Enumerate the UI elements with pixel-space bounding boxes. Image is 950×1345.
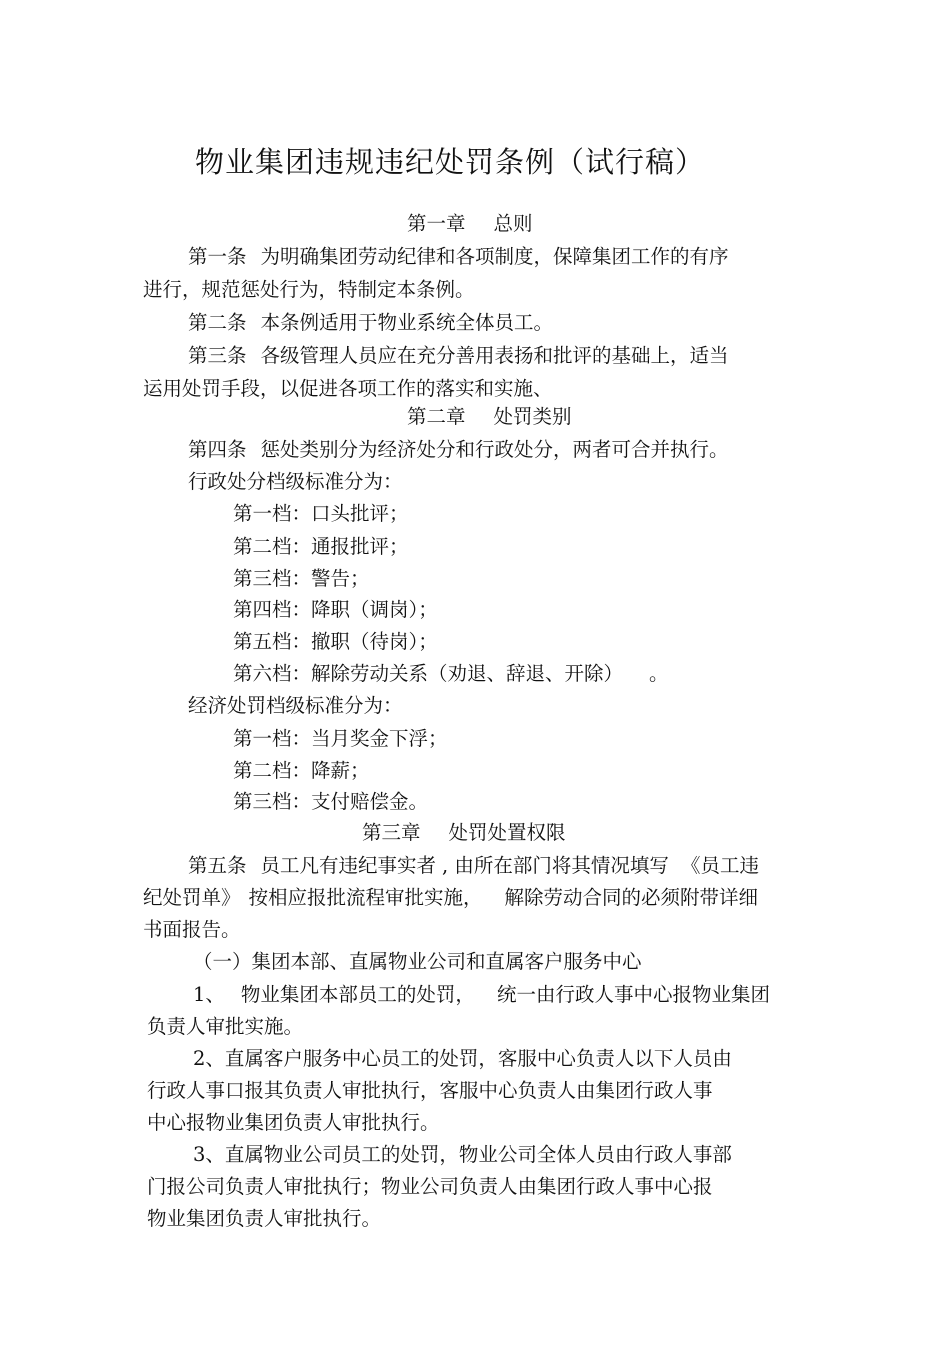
article-label: 第二条 <box>188 311 247 334</box>
chapter-name: 处罚处置权限 <box>448 821 566 844</box>
admin-level-6 <box>233 662 669 686</box>
article-5-line-3: 书面报告。 <box>143 918 241 941</box>
econ-level-1: 第一档：当月奖金下浮； <box>233 727 448 750</box>
document-title: 物业集团违规违纪处罚条例（试行稿） <box>194 145 705 179</box>
section-1-heading: （一）集团本部、直属物业公司和直属客户服务中心 <box>193 950 642 973</box>
article-5-line-2 <box>143 886 758 910</box>
econ-level-3: 第三档：支付赔偿金。 <box>233 790 429 813</box>
admin-level-4: 第四档：降职（调岗）； <box>233 598 438 621</box>
item-text-a: 物业集团本部员工的处罚， <box>240 983 475 1006</box>
admin-level-2: 第二档：通报批评； <box>233 535 409 558</box>
article-text-b: , 由所在部门将其情况填写 <box>442 854 669 877</box>
section-1-item-2-line-1: 2、直属客户服务中心员工的处罚，客服中心负责人以下人员由 <box>193 1047 732 1070</box>
admin-penalty-heading: 行政处分档级标准分为： <box>188 470 403 493</box>
chapter-1-heading <box>407 212 533 236</box>
chapter-number: 第三章 <box>362 821 421 844</box>
admin-level-6-period: 。 <box>649 662 669 685</box>
item-text-b: 统一由行政人事中心报物业集团 <box>496 983 770 1006</box>
article-text: 各级管理人员应在充分善用表扬和批评的基础上，适当 <box>260 344 729 367</box>
article-3-line-2: 运用处罚手段，以促进各项工作的落实和实施、 <box>143 377 553 400</box>
section-1-item-3-line-3: 物业集团负责人审批执行。 <box>147 1207 382 1230</box>
item-number: 1、 <box>193 983 225 1006</box>
article-label: 第五条 <box>188 854 247 877</box>
section-1-item-1-line-1 <box>193 983 770 1007</box>
article-1-line-2: 进行，规范惩处行为，特制定本条例。 <box>143 278 475 301</box>
admin-level-6-text: 第六档：解除劳动关系（劝退、辞退、开除） <box>233 662 624 685</box>
chapter-number: 第一章 <box>407 212 466 235</box>
section-1-item-2-line-3: 中心报物业集团负责人审批执行。 <box>147 1111 440 1134</box>
article-label: 第四条 <box>188 438 247 461</box>
article-1-line-1 <box>188 245 729 269</box>
article-text-a: 纪处罚单》 <box>143 886 241 909</box>
article-text-c: 解除劳动合同的必须附带详细 <box>504 886 759 909</box>
article-label: 第一条 <box>188 245 247 268</box>
econ-penalty-heading: 经济处罚档级标准分为： <box>188 694 403 717</box>
article-text: 惩处类别分为经济处分和行政处分，两者可合并执行。 <box>260 438 729 461</box>
chapter-name: 总则 <box>493 212 533 235</box>
admin-level-1: 第一档：口头批评； <box>233 502 409 525</box>
admin-level-5: 第五档：撤职（待岗）； <box>233 630 438 653</box>
article-text-a: 员工凡有违纪事实者 <box>260 854 437 877</box>
article-2-line-1 <box>188 311 553 335</box>
article-4-line-1 <box>188 438 729 462</box>
article-label: 第三条 <box>188 344 247 367</box>
article-3-line-1 <box>188 344 729 368</box>
section-1-item-1-line-2: 负责人审批实施。 <box>147 1015 304 1038</box>
chapter-2-heading <box>407 405 572 429</box>
section-1-item-2-line-2: 行政人事口报其负责人审批执行，客服中心负责人由集团行政人事 <box>147 1079 713 1102</box>
article-text: 本条例适用于物业系统全体员工。 <box>260 311 554 334</box>
article-text-c: 《员工违 <box>680 854 759 877</box>
chapter-name: 处罚类别 <box>493 405 572 428</box>
chapter-number: 第二章 <box>407 405 466 428</box>
article-text-b: 按相应报批流程审批实施， <box>248 886 483 909</box>
section-1-item-3-line-1: 3、直属物业公司员工的处罚，物业公司全体人员由行政人事部 <box>193 1143 732 1166</box>
section-1-item-3-line-2: 门报公司负责人审批执行；物业公司负责人由集团行政人事中心报 <box>147 1175 713 1198</box>
chapter-3-heading <box>362 821 566 845</box>
admin-level-3: 第三档：警告； <box>233 567 370 590</box>
econ-level-2: 第二档：降薪； <box>233 759 370 782</box>
article-text: 为明确集团劳动纪律和各项制度，保障集团工作的有序 <box>260 245 729 268</box>
article-5-line-1 <box>188 854 759 878</box>
